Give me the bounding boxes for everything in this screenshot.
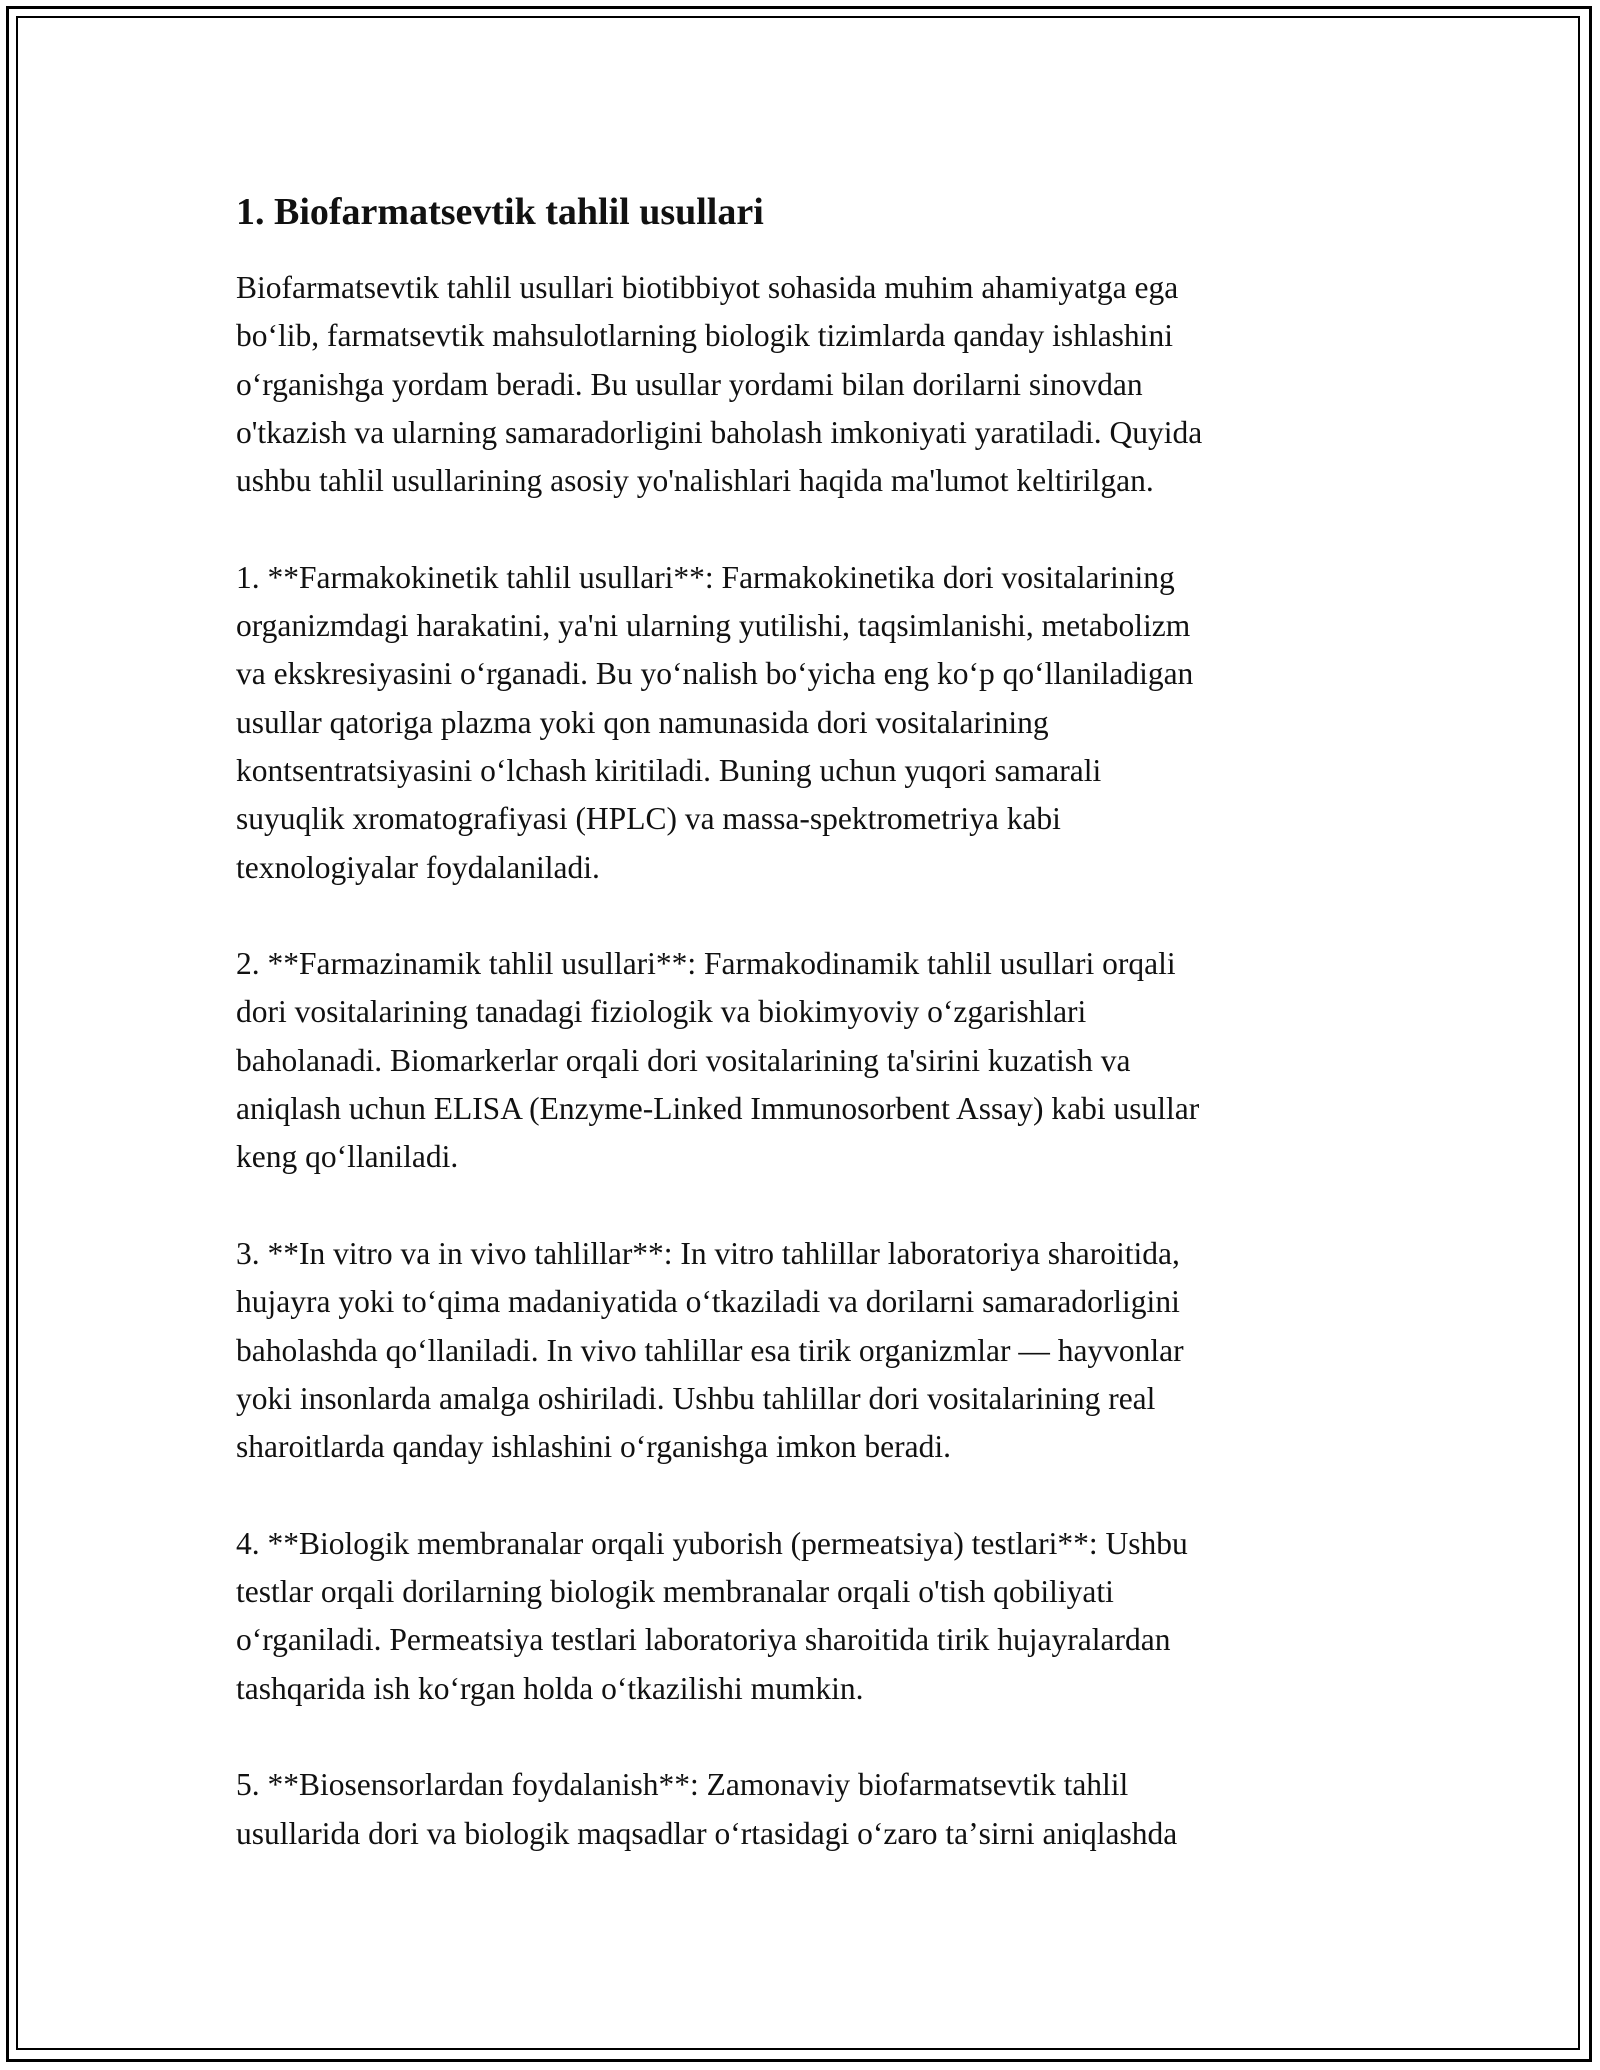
text-line: oʻrganishga yordam beradi. Bu usullar yordami bilan dorilarni sinovdan: [236, 366, 1143, 402]
text-line: testlar orqali dorilarning biologik membranalar orqali o'tish qobiliyati: [236, 1574, 1114, 1610]
text-line: hujayra yoki toʻqima madaniyatida oʻtkaziladi va dorilarni samaradorligini: [236, 1284, 1180, 1320]
text-line: 2. **Farmazinamik tahlil usullari**: Farmakodinamik tahlil usullari orqali: [236, 946, 1176, 982]
text-line: suyuqlik xromatografiyasi (HPLC) va massa-spektrometriya kabi: [236, 801, 1061, 837]
text-line: va ekskresiyasini oʻrganadi. Bu yoʻnalish boʻyicha eng koʻp qoʻllaniladigan: [236, 656, 1194, 692]
text-line: sharoitlarda qanday ishlashini oʻrganishga imkon beradi.: [236, 1429, 951, 1465]
intro-paragraph: [236, 264, 1376, 505]
text-line: usullar qatoriga plazma yoki qon namunasida dori vositalarining: [236, 704, 1049, 740]
text-line: aniqlash uchun ELISA (Enzyme-Linked Immunosorbent Assay) kabi usullar: [236, 1091, 1200, 1127]
text-line: boʻlib, farmatsevtik mahsulotlarning biologik tizimlarda qanday ishlashini: [236, 318, 1173, 354]
list-item-permeation-tests: [236, 1520, 1376, 1713]
text-line: yoki insonlarda amalga oshiriladi. Ushbu tahlillar dori vositalarining real: [236, 1380, 1156, 1416]
list-item-pharmacokinetics: [236, 554, 1376, 892]
text-line: o'tkazish va ularning samaradorligini baholash imkoniyati yaratiladi. Quyida: [236, 414, 1203, 450]
list-item-in-vitro-in-vivo: [236, 1230, 1376, 1471]
list-item-biosensors: [236, 1761, 1376, 1858]
text-line: 5. **Biosensorlardan foydalanish**: Zamonaviy biofarmatsevtik tahlil: [236, 1767, 1129, 1803]
text-line: tashqarida ish koʻrgan holda oʻtkazilishi mumkin.: [236, 1670, 864, 1706]
text-line: baholanadi. Biomarkerlar orqali dori vositalarining ta'sirini kuzatish va: [236, 1042, 1131, 1078]
text-line: oʻrganiladi. Permeatsiya testlari laboratoriya sharoitida tirik hujayralardan: [236, 1622, 1171, 1658]
text-line: keng qoʻllaniladi.: [236, 1139, 459, 1175]
text-line: dori vositalarining tanadagi fiziologik va biokimyoviy oʻzgarishlari: [236, 994, 1087, 1030]
text-line: kontsentratsiyasini oʻlchash kiritiladi. Buning uchun yuqori samarali: [236, 752, 1102, 788]
text-line: 3. **In vitro va in vivo tahlillar**: In vitro tahlillar laboratoriya sharoitida,: [236, 1235, 1180, 1271]
text-line: organizmdagi harakatini, ya'ni ularning yutilishi, taqsimlanishi, metabolizm: [236, 608, 1191, 644]
document-body: [236, 186, 1376, 1858]
text-line: texnologiyalar foydalaniladi.: [236, 849, 600, 885]
text-line: usullarida dori va biologik maqsadlar oʻrtasidagi oʻzaro taʼsirni aniqlashda: [236, 1815, 1178, 1851]
section-heading: 1. Biofarmatsevtik tahlil usullari: [236, 191, 764, 233]
text-line: baholashda qoʻllaniladi. In vivo tahlillar esa tirik organizmlar — hayvonlar: [236, 1332, 1184, 1368]
text-line: ushbu tahlil usullarining asosiy yo'nalishlari haqida ma'lumot keltirilgan.: [236, 463, 1154, 499]
list-item-pharmacodynamics: [236, 940, 1376, 1181]
text-line: 1. **Farmakokinetik tahlil usullari**: Farmakokinetika dori vositalarining: [236, 559, 1175, 595]
text-line: 4. **Biologik membranalar orqali yuborish (permeatsiya) testlari**: Ushbu: [236, 1525, 1188, 1561]
text-line: Biofarmatsevtik tahlil usullari biotibbiyot sohasida muhim ahamiyatga ega: [236, 270, 1179, 305]
